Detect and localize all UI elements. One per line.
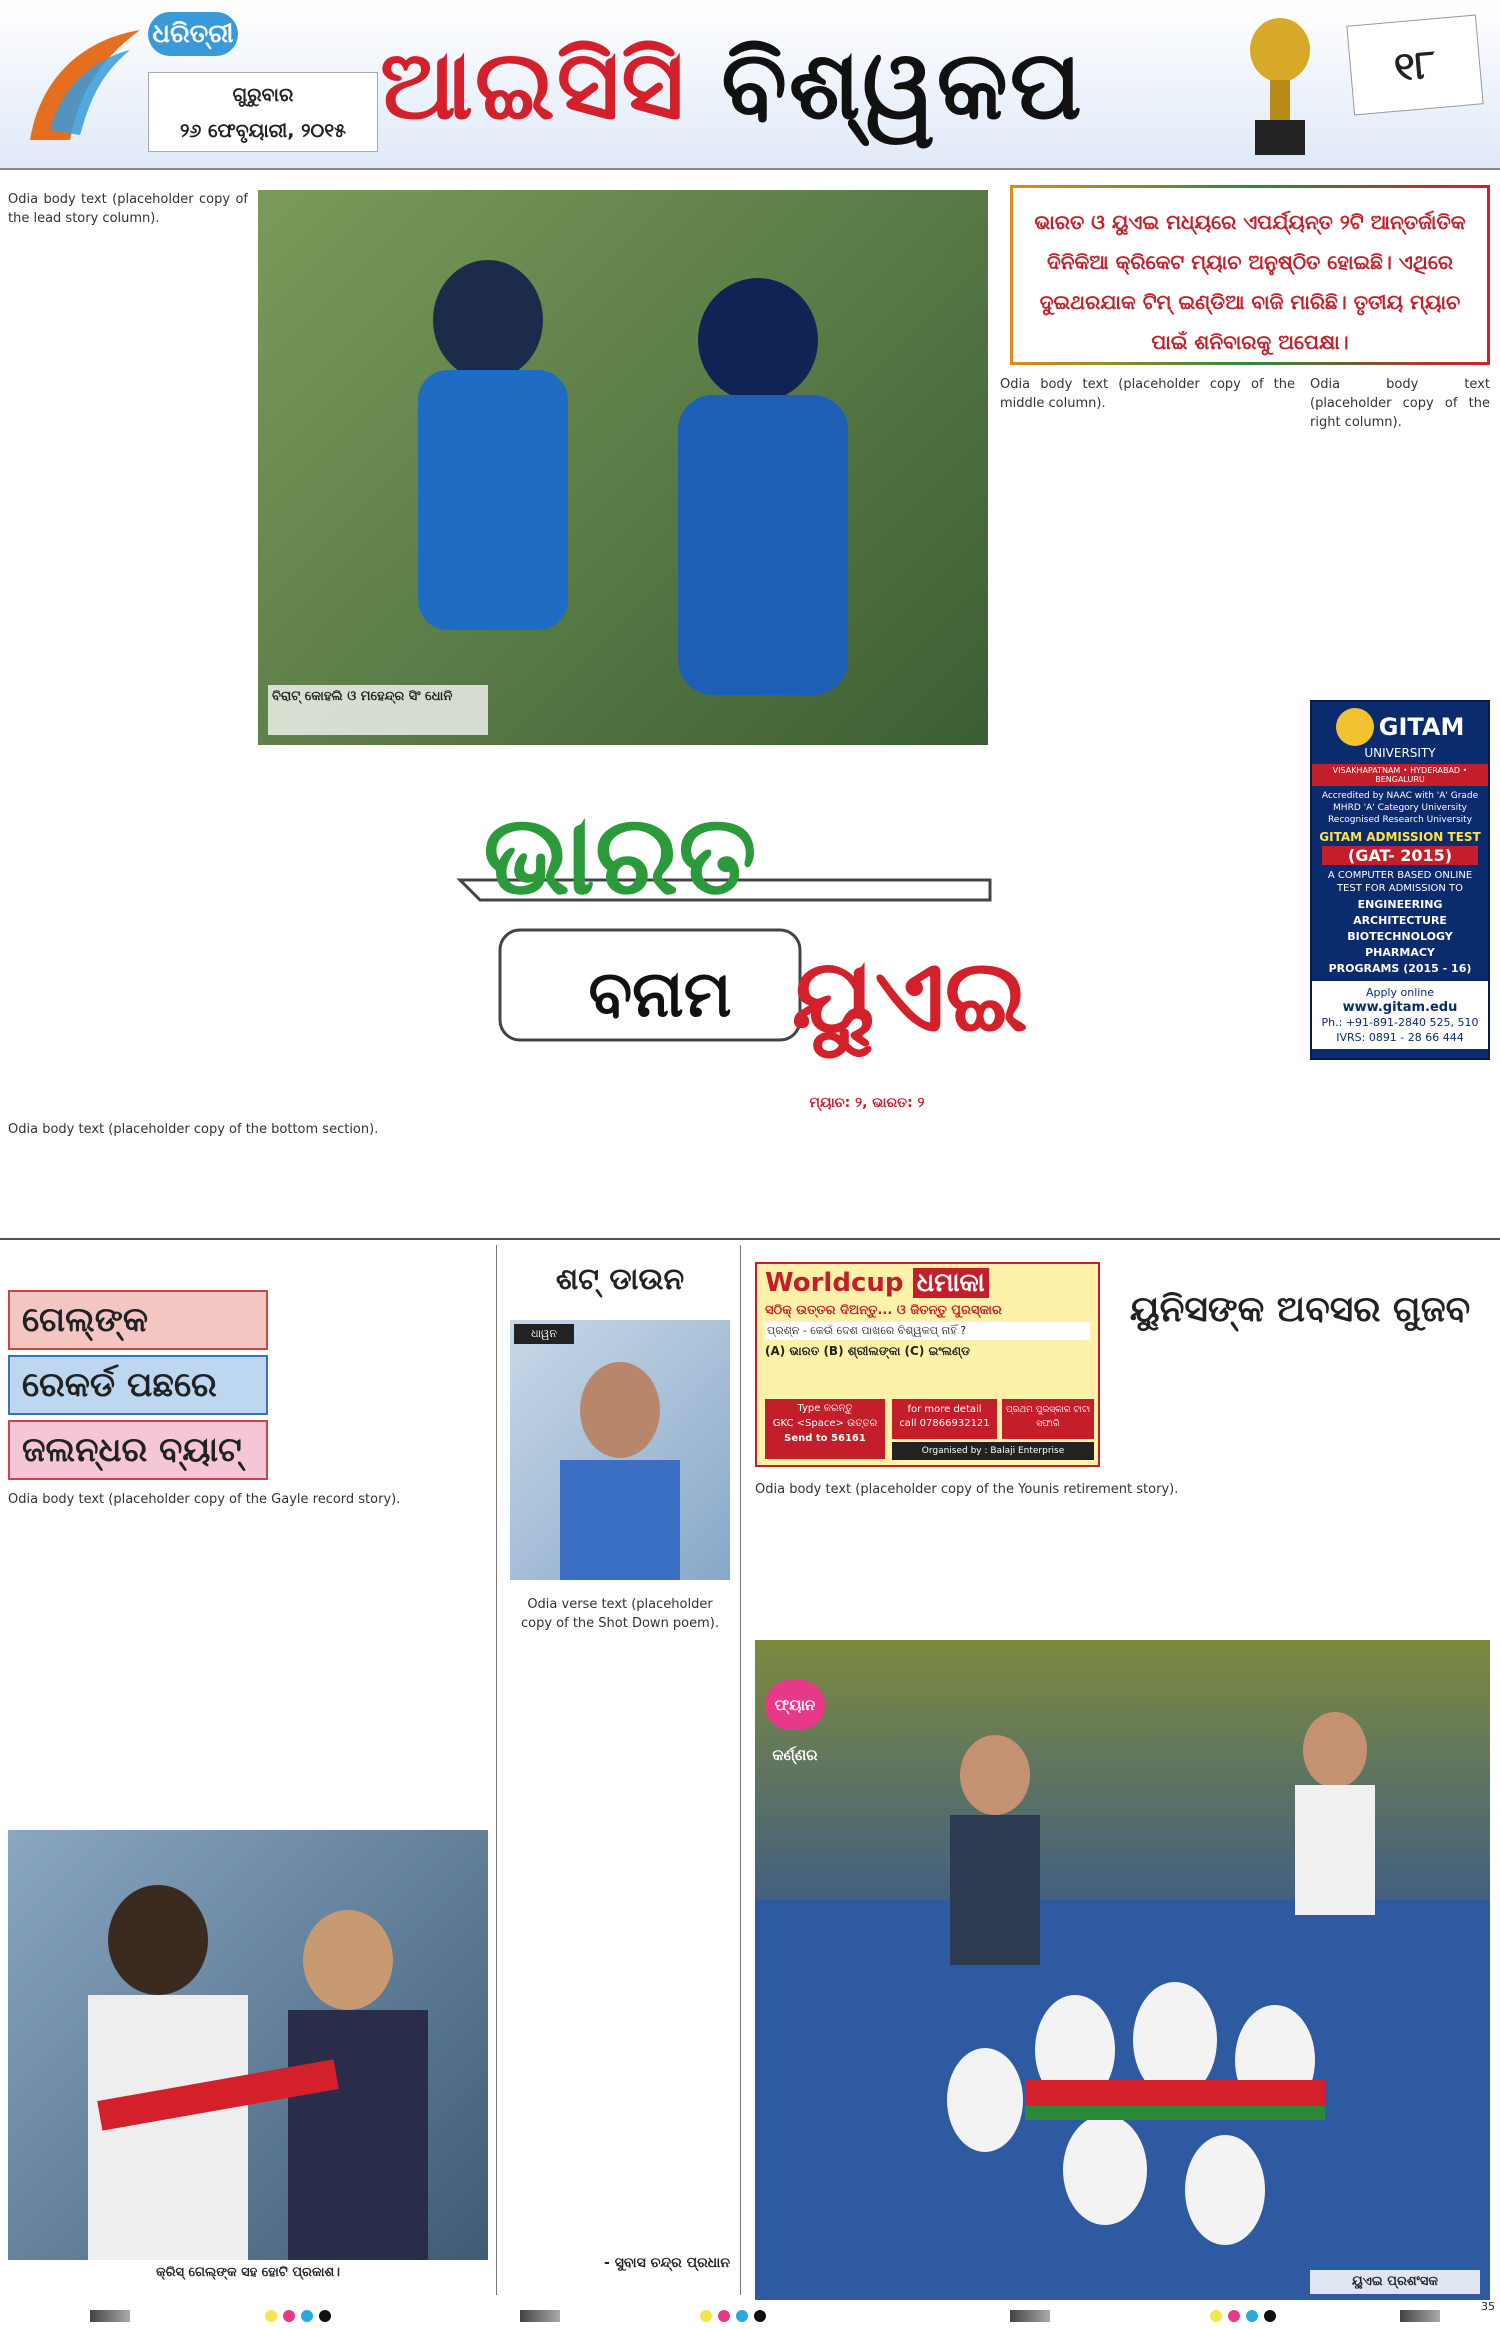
gayle-body-text: Odia body text (placeholder copy of the Gayle record story).: [8, 1492, 401, 1507]
countdown-title: ଶଟ୍ ଡାଉନ: [555, 1262, 685, 1297]
gitam-programs: PROGRAMS (2015 - 16): [1328, 962, 1472, 975]
lead-photo-caption: ବିରାଟ୍ କୋହଲି ଓ ମହେନ୍ଦ୍ର ସିଂ ଧୋନି: [268, 685, 488, 735]
younis-body-text: Odia body text (placeholder copy of the Younis retirement story).: [755, 1482, 1179, 1497]
lead-body-left-text: Odia body text (placeholder copy of the lead story column).: [8, 192, 248, 226]
lead-body-right: [1310, 375, 1490, 695]
countdown-author: - ସୁବାସ ଚନ୍ଦ୍ର ପ୍ରଧାନ: [604, 2255, 730, 2271]
register-dot-black-3: [1264, 2310, 1276, 2322]
gitam-prog-1: ENGINEERING: [1357, 898, 1443, 911]
countdown-photo: [510, 1320, 730, 1580]
gitam-name: GITAM: [1378, 713, 1465, 741]
masthead: [0, 0, 1500, 170]
gitam-test: GITAM ADMISSION TEST: [1319, 830, 1481, 844]
page-title-black: ବିଶ୍ୱକପ: [721, 28, 1084, 141]
worldcup-ad[interactable]: [755, 1262, 1100, 1467]
trophy-icon: [1240, 10, 1320, 160]
register-dot-magenta-2: [718, 2310, 730, 2322]
countdown-label: ଧାୱନ: [514, 1324, 574, 1344]
title-vs: ବନାମ: [588, 957, 732, 1032]
gitam-prog-2: ARCHITECTURE: [1353, 914, 1447, 927]
gitam-phone: Ph.: +91-891-2840 525, 510: [1321, 1016, 1479, 1029]
register-dot-magenta-3: [1228, 2310, 1240, 2322]
worldcup-ad-code: GKC <Space> ଉତ୍ତର: [772, 1418, 878, 1429]
worldcup-ad-send: Send to 56161: [784, 1433, 866, 1444]
register-dot-cyan-3: [1246, 2310, 1258, 2322]
fan-corner-photo: [755, 1640, 1490, 2300]
print-footer: [0, 2300, 1500, 2329]
page-number: ୧୮: [1346, 15, 1483, 116]
issue-date-text: ୨୬ ଫେବୃୟାରୀ, ୨୦୧୫: [179, 120, 347, 142]
lead-bottom-text: [8, 1120, 1488, 1230]
fan-corner-tag: ଫ୍ୟାନ କର୍ଣ୍ଣର: [765, 1680, 825, 1730]
gitam-gat: (GAT- 2015): [1322, 846, 1478, 865]
register-dot-yellow-2: [700, 2310, 712, 2322]
worldcup-ad-org: Organised by : Balaji Enterprise: [892, 1442, 1094, 1460]
column-divider-2: [740, 1245, 741, 2295]
issue-date: [148, 72, 378, 152]
page-title-red: ଆଇସିସି: [380, 28, 686, 141]
issue-day: ଗୁରୁବାର: [232, 84, 294, 106]
gayle-photo-icon: [8, 1830, 488, 2260]
section-divider: [0, 1238, 1500, 1240]
fans-photo-icon: [755, 1640, 1490, 2300]
gayle-box-1: ଗେଲ୍‌ଙ୍କ: [8, 1290, 268, 1350]
register-bar-2: [520, 2310, 560, 2322]
brand-logo-icon: [20, 20, 150, 150]
worldcup-ad-question: ପ୍ରଶ୍ନ - କେଉଁ ଦେଶ ପାଖରେ ବିଶ୍ୱକପ୍ ନାହିଁ ?: [765, 1322, 1090, 1340]
lead-body-left: [8, 190, 248, 1170]
cricketers-photo-icon: [258, 190, 988, 745]
worldcup-ad-title2: ଧମାକା: [913, 1268, 989, 1298]
younis-title: ୟୁନିସଙ୍କ ଅବସର ଗୁଜବ: [1129, 1289, 1471, 1330]
footer-page-number: 35: [1481, 2300, 1495, 2313]
dhawan-photo-icon: [510, 1320, 730, 1580]
column-divider: [496, 1245, 497, 2295]
register-dot-black-2: [754, 2310, 766, 2322]
lead-quote: ଭାରତ ଓ ୟୁଏଇ ମଧ୍ୟରେ ଏପର୍ଯ୍ୟନ୍ତ ୨ଟି ଆନ୍ତର୍ଜାତିକ ଦିନିକିଆ କ୍ରିକେଟ ମ୍ୟାଚ ଅନୁଷ୍ଠିତ ହୋଇଛି। ଏଥିରେ ଦୁଇଥରଯାକ ଟିମ୍ ଇଣ୍ଡିଆ ବାଜି ମାରିଛି। ତୃତୀୟ ମ୍ୟାଚ ପାଇଁ ଶନିବାରକୁ ଅପେକ୍ଷା।: [1010, 185, 1490, 365]
gitam-sub: UNIVERSITY: [1364, 746, 1436, 760]
gitam-apply: Apply online: [1365, 986, 1435, 999]
gayle-body: [8, 1490, 488, 1815]
brand-name: ଧରିତ୍ରୀ: [148, 12, 238, 56]
register-dot-black: [319, 2310, 331, 2322]
worldcup-ad-call[interactable]: call 07866932121: [899, 1418, 990, 1429]
register-dot-yellow-3: [1210, 2310, 1222, 2322]
register-dot-cyan: [301, 2310, 313, 2322]
lead-body-mid: [1000, 375, 1295, 1140]
register-bar-4: [1400, 2310, 1440, 2322]
match-stats: ମ୍ୟାଚ: ୨, ଭାରତ: ୨: [809, 1095, 925, 1111]
countdown-poem-text: Odia verse text (placeholder copy of the Shot Down poem).: [520, 1597, 720, 1631]
gayle-photo: [8, 1830, 488, 2260]
gitam-prog-4: PHARMACY: [1365, 946, 1435, 959]
worldcup-ad-type: Type କରନ୍ତୁ: [797, 1403, 853, 1414]
register-bar-3: [1010, 2310, 1050, 2322]
lead-bottom-text-value: Odia body text (placeholder copy of the bottom section).: [8, 1122, 379, 1137]
gitam-places: VISAKHAPATNAM • HYDERABAD • BENGALURU: [1312, 764, 1488, 786]
gayle-box-2: ରେକର୍ଡ ପଛରେ: [8, 1355, 268, 1415]
lead-body-mid-text: Odia body text (placeholder copy of the middle column).: [1000, 377, 1295, 411]
lead-body-right-text: Odia body text (placeholder copy of the right column).: [1310, 377, 1490, 430]
gitam-logo-icon: [1336, 708, 1374, 746]
fan-corner-label: [765, 1680, 975, 1764]
gitam-desc: A COMPUTER BASED ONLINE TEST FOR ADMISSION TO: [1327, 870, 1473, 894]
gayle-box-3: ଜଲନ୍ଧର ବ୍ୟାଟ୍: [8, 1420, 268, 1480]
younis-body: [755, 1480, 1490, 1625]
gitam-accr: Accredited by NAAC with 'A' Grade MHRD 'A' Category University Recognised Research University: [1321, 791, 1479, 825]
register-dot-cyan-2: [736, 2310, 748, 2322]
page-title: [380, 20, 1200, 150]
gitam-ivrs: IVRS: 0891 - 28 66 444: [1336, 1031, 1464, 1044]
worldcup-ad-more: for more detail: [907, 1404, 982, 1415]
lead-photo: [258, 190, 988, 745]
title-india: ଭାରତ: [483, 790, 757, 919]
worldcup-ad-prize: ପ୍ରଥମ ପୁରସ୍କାର ଟାଟା ସଫାରି: [1002, 1399, 1094, 1439]
gitam-web-link[interactable]: www.gitam.edu: [1342, 1000, 1458, 1015]
worldcup-ad-title: Worldcup: [765, 1268, 904, 1298]
gitam-ad[interactable]: [1310, 700, 1490, 1060]
register-dot-yellow: [265, 2310, 277, 2322]
register-bar: [90, 2310, 130, 2322]
countdown-poem: [510, 1595, 730, 2235]
worldcup-ad-options: (A) ଭାରତ (B) ଶ୍ରୀଲଙ୍କା (C) ଇଂଲଣ୍ଡ: [765, 1344, 970, 1358]
title-uae: ୟୁଏଇ: [792, 936, 1028, 1054]
fan-corner-caption: ୟୁଏଇ ପ୍ରଶଂସକ: [1310, 2270, 1480, 2294]
worldcup-ad-line1: ସଠିକ୍ ଉତ୍ତର ଦିଅନ୍ତୁ... ଓ ଜିତନ୍ତୁ ପୁରସ୍କାର: [765, 1303, 1002, 1318]
gayle-caption: କ୍ରିସ୍ ଗେଲ୍‌ଙ୍କ ସହ ହୋଟି ପ୍ରକାଶ।: [155, 2265, 340, 2280]
gitam-prog-3: BIOTECHNOLOGY: [1347, 930, 1453, 943]
register-dot-magenta: [283, 2310, 295, 2322]
